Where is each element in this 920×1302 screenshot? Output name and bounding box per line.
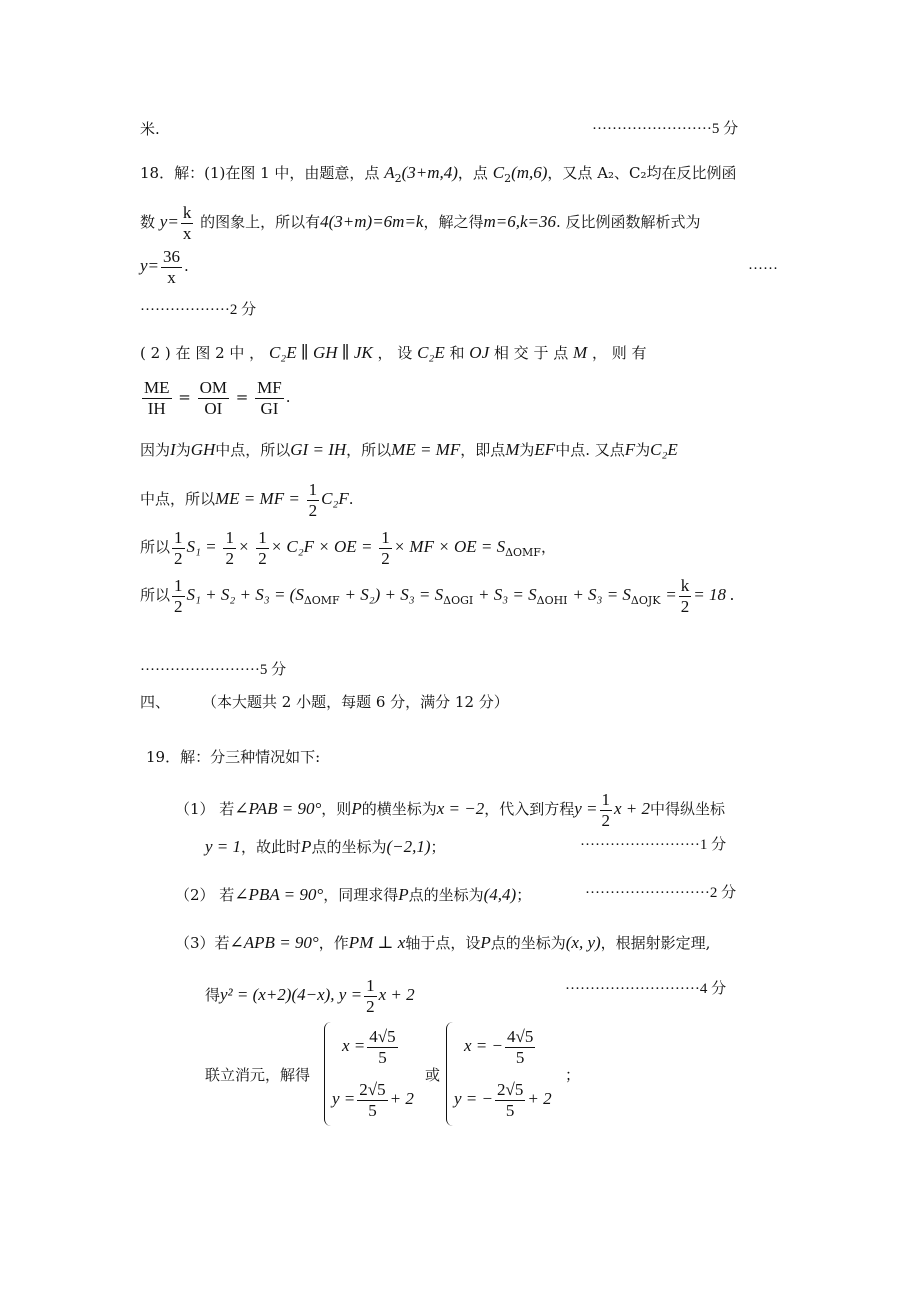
fraction-36-over-x: $\frac{36}{x}$	[163, 247, 181, 287]
score-marker-5b: ························5 分	[140, 662, 287, 678]
or-label: 或	[425, 1066, 441, 1084]
fraction-k-over-x: $\frac{k}{x}$	[182, 203, 192, 243]
score-marker-1: ························1 分	[580, 837, 727, 853]
ratio-equation: $\frac{ME}{IH}$ = $\frac{OM}{OI}$ = $\frac{MF}{GI}$ .	[144, 378, 291, 418]
brace-left	[324, 1022, 331, 1126]
solve-label: 联立消元，解得	[205, 1066, 311, 1084]
solution2-y: y = − $\frac{2√5}{5}$ + 2	[454, 1080, 552, 1120]
q19-case1-b: y = 1，故此时P点的坐标为(−2,1)；	[205, 837, 446, 856]
section-heading: 四、	[140, 693, 171, 711]
q18-line8: 所以 $\frac{1}{2}$ $S_1 + S_2 + S_3 = (S_{\Delta OMF} + S_2) + S_3 = S_{\Delta OGI} + S_3 = S_{\Delta OHI} + S_3 = S_{\Delta OJK}$ = $\frac{k}{2}$ = 18 .	[140, 576, 735, 616]
score-marker-2b: ·························2 分	[585, 885, 737, 901]
score-marker-4: ···························4 分	[565, 981, 727, 997]
semicolon: ；	[565, 1066, 581, 1084]
q18-part2-line: ( 2 ) 在 图 2 中 ， C₂E ∥ GH ∥ JK ， 设 C₂E 和 OJ 相 交 于 点 M ， 则 有	[140, 343, 647, 362]
q18-line3: y= $\frac{36}{x}$ .	[140, 247, 189, 287]
solution1-x: x = $\frac{4√5}{5}$	[342, 1027, 396, 1067]
solution2-x: x = − $\frac{4√5}{5}$	[464, 1027, 534, 1067]
q19-case3-eq: 得y² = (x+2)(4−x), y = $\frac{1}{2}$ x + 2	[205, 976, 415, 1016]
q18-line5: 因为I为GH中点，所以GI = IH，所以ME = MF，即点M为EF中点. 又点F为C₂E	[140, 440, 678, 459]
q19-case1: （1） 若∠PAB = 90°，则P的横坐标为x = −2，代入到方程y = $\frac{1}{2}$ x + 2中得纵坐标	[175, 790, 726, 830]
solution1-y: y = $\frac{2√5}{5}$ + 2	[332, 1080, 414, 1120]
q18-line6: 中点，所以ME = MF = $\frac{1}{2}$ C₂F.	[140, 480, 354, 520]
q19-intro: 19．解：分三种情况如下:	[146, 748, 321, 766]
brace-right	[446, 1022, 453, 1126]
q19-case3: （3）若∠APB = 90°，作PM ⊥ x轴于点，设P点的坐标为(x, y)，根据射影定理,	[175, 933, 711, 952]
section-description: （本大题共 2 小题，每题 6 分，满分 12 分）	[202, 693, 509, 711]
dots: ······	[748, 261, 778, 277]
continued-text: 米.	[140, 120, 160, 138]
q18-line7: 所以 $\frac{1}{2}$ S₁ = $\frac{1}{2}$ × $\frac{1}{2}$ × C₂F × OE = $\frac{1}{2}$ × MF × OE = $S_{\Delta OMF}$，	[140, 528, 556, 568]
q19-case2: （2） 若∠PBA = 90°，同理求得P点的坐标为(4,4)；	[175, 885, 532, 904]
score-marker-2: ··················2 分	[140, 302, 257, 318]
score-marker-5: ························5 分	[592, 121, 739, 137]
q18-line2: 数 y= $\frac{k}{x}$ 的图象上，所以有4(3+m)=6m=k，解之得m=6,k=36. 反比例函数解析式为	[140, 203, 701, 243]
q18-line1: 18．解：(1)在图 1 中，由题意，点 $A_2(3+m,4)$，点 $C_2(m,6)$，又点 A₂、C₂均在反比例函	[140, 163, 737, 185]
